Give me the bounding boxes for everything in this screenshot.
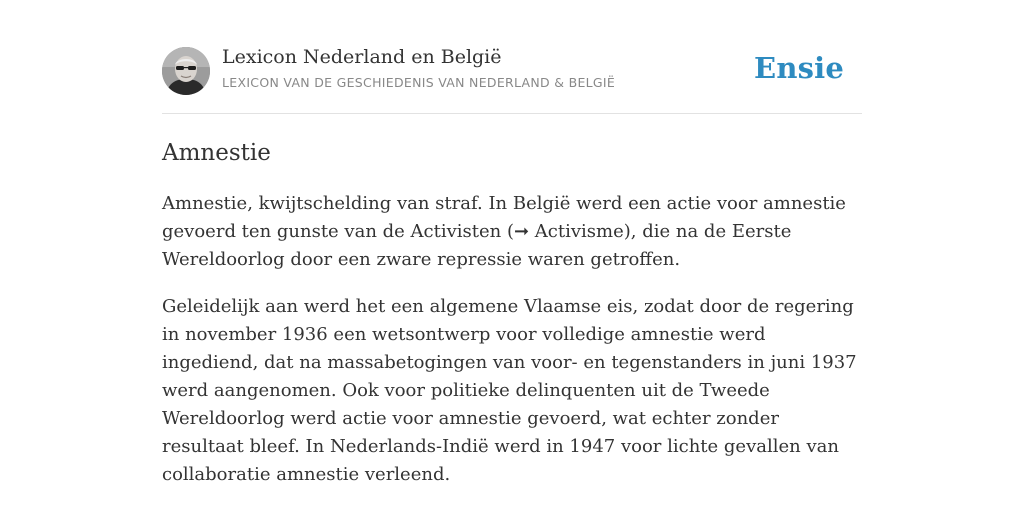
article-paragraph: Geleidelijk aan werd het een algemene Vlaamse eis, zodat door de regering in november 1936 een wetsontwerp voor volledige amnestie werd ingediend, dat na massabetogingen van voor- en tegenstanders in juni 1937 werd aangenomen. Ook voor politieke delinquenten uit de Tweede Wereldoorlog werd actie voor amnestie gevoerd, wat echter zonder resultaat bleef. In Nederlands-Indië werd in 1947 voor lichte gevallen van collaboratie amnestie verleend. xyxy=(162,296,857,485)
article-title: Amnestie xyxy=(162,140,271,166)
article-body xyxy=(162,190,862,489)
header xyxy=(162,0,862,114)
page xyxy=(162,0,862,489)
article-paragraph: Amnestie, kwijtschelding van straf. In België werd een actie voor amnestie gevoerd ten gunste van de Activisten (➞ Activisme), die na de Eerste Wereldoorlog door een zware repressie waren getroffen. xyxy=(162,193,846,270)
source-title[interactable]: Lexicon Nederland en België xyxy=(222,46,502,68)
person-icon xyxy=(162,47,210,95)
source-subtitle: LEXICON VAN DE GESCHIEDENIS VAN NEDERLAND & BELGIË xyxy=(222,75,616,90)
author-avatar[interactable] xyxy=(162,47,210,95)
brand-logo[interactable]: Ensie xyxy=(754,51,844,85)
